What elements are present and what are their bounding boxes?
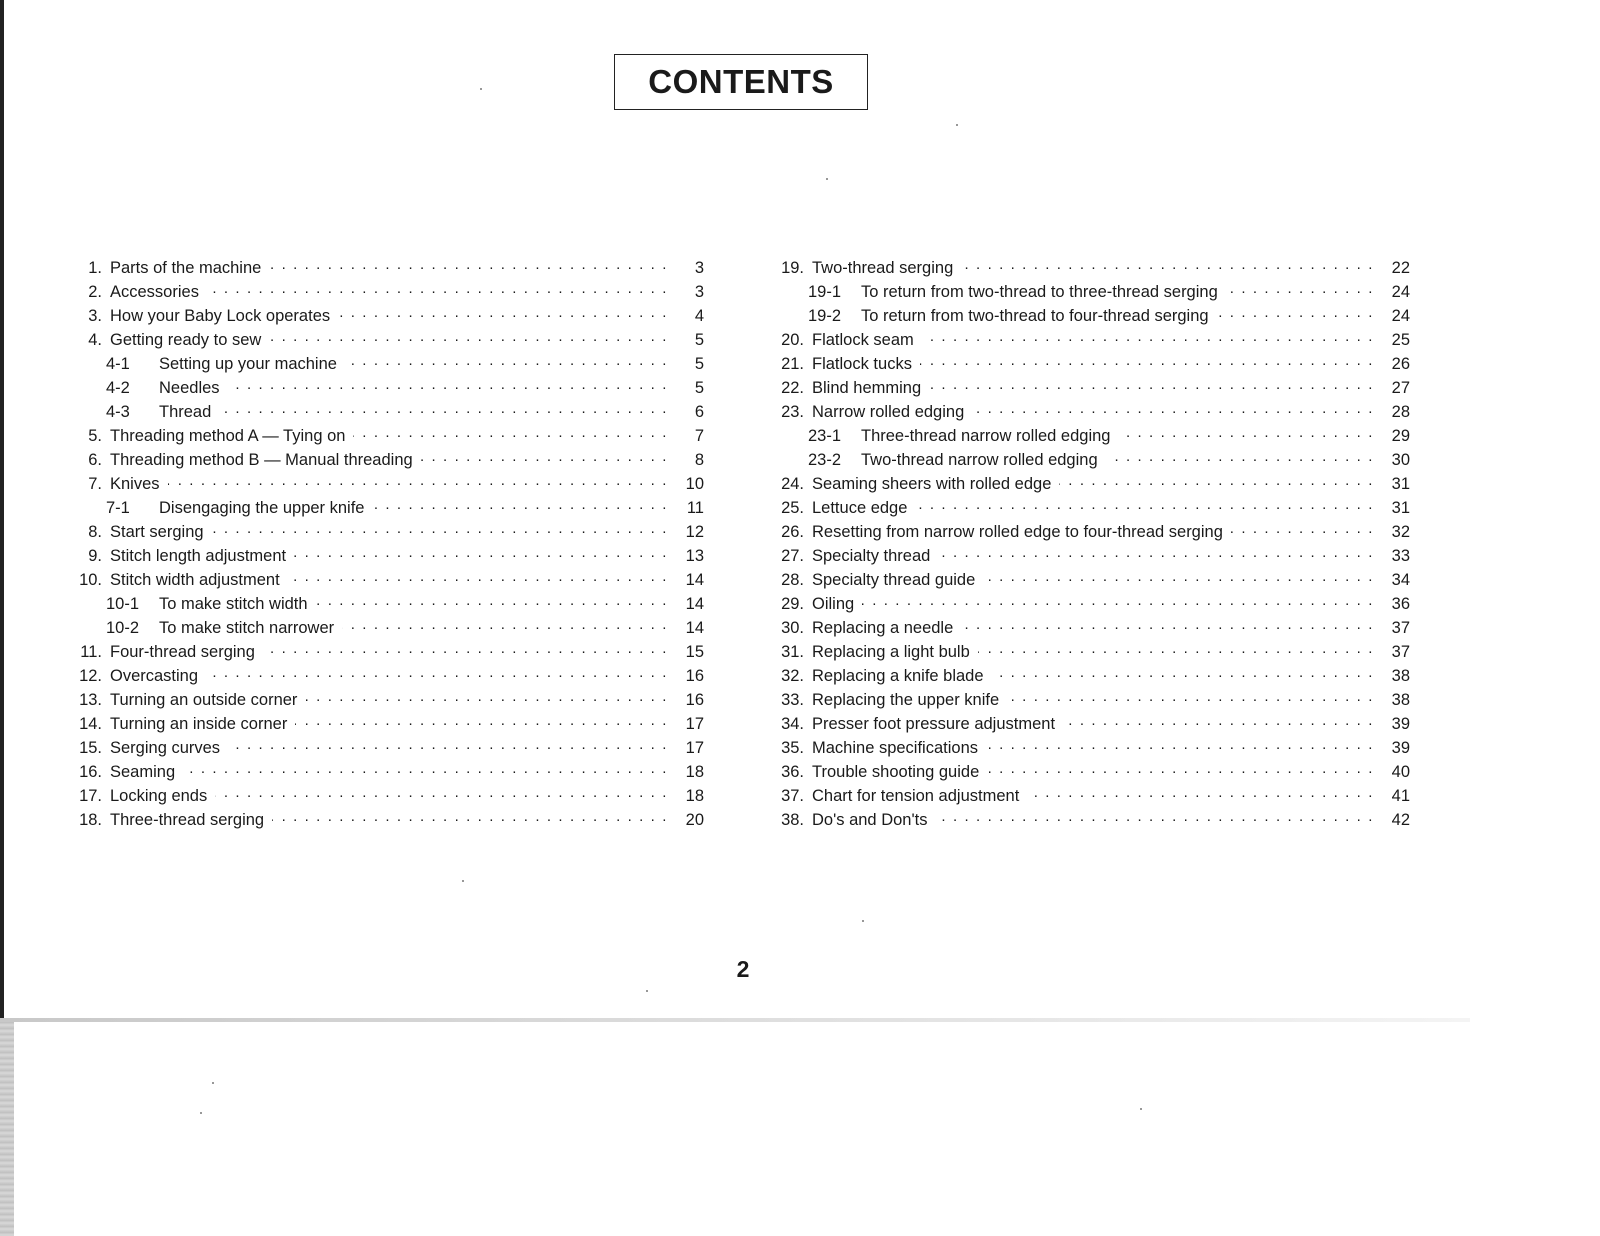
toc-entry-title: Chart for tension adjustment	[812, 787, 1020, 805]
toc-dot-leader	[305, 691, 668, 705]
scan-fold-line	[0, 1018, 1470, 1022]
toc-entry	[766, 304, 1410, 328]
toc-entry	[64, 664, 704, 688]
toc-entry-page: 4	[694, 307, 704, 325]
toc-entry-page: 24	[1391, 307, 1410, 325]
toc-entry-number: 28.	[781, 571, 804, 589]
toc-entry-page: 8	[694, 451, 704, 469]
toc-entry-title: Stitch width adjustment	[110, 571, 280, 589]
toc-entry-number: 16.	[79, 763, 102, 781]
toc-entry-page: 16	[685, 691, 704, 709]
toc-entry-title: To make stitch narrower	[159, 619, 335, 637]
toc-dot-leader	[1027, 787, 1374, 801]
toc-dot-leader	[342, 619, 668, 633]
toc-entry	[64, 712, 704, 736]
toc-entry-number: 21.	[781, 355, 804, 373]
toc-dot-leader	[1217, 307, 1374, 321]
toc-entry	[64, 496, 704, 520]
toc-entry-page: 18	[685, 763, 704, 781]
toc-entry	[766, 712, 1410, 736]
toc-entry-number: 38.	[781, 811, 804, 829]
toc-entry-number: 4-2	[106, 379, 130, 397]
toc-entry-number: 29.	[781, 595, 804, 613]
toc-entry	[766, 736, 1410, 760]
toc-dot-leader	[983, 571, 1374, 585]
toc-dot-leader	[978, 643, 1374, 657]
toc-dot-leader	[219, 403, 668, 417]
toc-dot-leader	[288, 571, 668, 585]
toc-entry-title: Two-thread serging	[812, 259, 954, 277]
toc-left-column	[64, 256, 704, 832]
toc-dot-leader	[207, 283, 668, 297]
toc-dot-leader	[372, 499, 668, 513]
scan-speck	[646, 990, 648, 992]
toc-entry-title: Replacing a knife blade	[812, 667, 984, 685]
toc-entry-number: 2.	[88, 283, 102, 301]
toc-dot-leader	[263, 643, 668, 657]
toc-entry-number: 10.	[79, 571, 102, 589]
toc-entry-number: 15.	[79, 739, 102, 757]
toc-dot-leader	[1007, 691, 1374, 705]
toc-entry	[64, 760, 704, 784]
toc-entry-page: 41	[1391, 787, 1410, 805]
toc-entry-title: Lettuce edge	[812, 499, 908, 517]
toc-entry-title: Threading method B — Manual threading	[110, 451, 413, 469]
toc-entry-page: 7	[694, 427, 704, 445]
toc-entry	[64, 352, 704, 376]
toc-entry-number: 11.	[80, 643, 102, 661]
toc-entry-page: 39	[1391, 715, 1410, 733]
toc-dot-leader	[992, 667, 1374, 681]
toc-entry-page: 16	[685, 667, 704, 685]
toc-right-column	[766, 256, 1410, 832]
scan-speck	[1140, 1108, 1142, 1110]
toc-entry-number: 19-2	[808, 307, 842, 325]
toc-entry-page: 34	[1391, 571, 1410, 589]
toc-entry-title: Turning an outside corner	[110, 691, 298, 709]
toc-entry-title: Three-thread serging	[110, 811, 265, 829]
scan-speck	[862, 920, 864, 922]
toc-dot-leader	[228, 739, 668, 753]
toc-dot-leader	[215, 787, 668, 801]
toc-entry-title: To return from two-thread to three-thread serging	[861, 283, 1218, 301]
toc-entry-number: 17.	[79, 787, 102, 805]
toc-entry	[64, 616, 704, 640]
toc-entry-title: Replacing a light bulb	[812, 643, 970, 661]
toc-entry	[64, 424, 704, 448]
toc-entry	[766, 256, 1410, 280]
toc-entry	[64, 784, 704, 808]
toc-entry-page: 25	[1391, 331, 1410, 349]
toc-dot-leader	[935, 811, 1374, 825]
contents-title-box	[614, 54, 868, 110]
toc-entry-page: 28	[1391, 403, 1410, 421]
toc-dot-leader	[345, 355, 668, 369]
toc-entry	[766, 280, 1410, 304]
toc-dot-leader	[183, 763, 668, 777]
scan-speck	[480, 88, 482, 90]
toc-entry-page: 33	[1391, 547, 1410, 565]
toc-dot-leader	[269, 259, 668, 273]
toc-entry	[766, 808, 1410, 832]
toc-entry-title: Threading method A — Tying on	[110, 427, 346, 445]
toc-entry-number: 4-3	[106, 403, 130, 421]
scan-shadow	[0, 1022, 14, 1236]
toc-entry-number: 10-2	[106, 619, 140, 637]
toc-dot-leader	[168, 475, 668, 489]
toc-entry	[766, 616, 1410, 640]
toc-entry-number: 20.	[781, 331, 804, 349]
toc-dot-leader	[986, 739, 1374, 753]
toc-entry-number: 23-2	[808, 451, 842, 469]
toc-entry-number: 32.	[781, 667, 804, 685]
toc-entry-title: Start serging	[110, 523, 204, 541]
toc-entry-page: 6	[694, 403, 704, 421]
toc-entry-title: To return from two-thread to four-thread serging	[861, 307, 1209, 325]
toc-entry-page: 26	[1391, 355, 1410, 373]
toc-entry-page: 5	[694, 379, 704, 397]
page-title: CONTENTS	[648, 63, 834, 100]
toc-entry-title: Getting ready to sew	[110, 331, 262, 349]
toc-entry-page: 17	[685, 715, 704, 733]
toc-dot-leader	[915, 499, 1374, 513]
toc-entry-title: To make stitch width	[159, 595, 308, 613]
scan-speck	[200, 1112, 202, 1114]
toc-entry-page: 11	[686, 499, 704, 517]
page-number: 2	[736, 956, 750, 982]
toc-dot-leader	[353, 427, 668, 441]
toc-entry-title: Seaming sheers with rolled edge	[812, 475, 1052, 493]
toc-entry-title: Stitch length adjustment	[110, 547, 287, 565]
toc-dot-leader	[272, 811, 668, 825]
toc-dot-leader	[206, 667, 668, 681]
toc-entry-page: 18	[685, 787, 704, 805]
toc-entry	[766, 424, 1410, 448]
toc-entry	[766, 688, 1410, 712]
toc-entry	[766, 592, 1410, 616]
toc-dot-leader	[961, 619, 1374, 633]
toc-entry-number: 18.	[79, 811, 102, 829]
toc-entry-page: 27	[1391, 379, 1410, 397]
toc-dot-leader	[961, 259, 1374, 273]
toc-entry-page: 20	[685, 811, 704, 829]
toc-entry-title: Thread	[159, 403, 212, 421]
toc-dot-leader	[228, 379, 668, 393]
toc-entry	[64, 736, 704, 760]
toc-entry-number: 23.	[781, 403, 804, 421]
toc-entry-title: Serging curves	[110, 739, 221, 757]
toc-entry-number: 12.	[79, 667, 102, 685]
toc-entry-title: Specialty thread	[812, 547, 931, 565]
toc-dot-leader	[862, 595, 1374, 609]
toc-dot-leader	[922, 331, 1374, 345]
toc-entry	[766, 640, 1410, 664]
toc-entry-title: Flatlock seam	[812, 331, 914, 349]
toc-dot-leader	[1059, 475, 1374, 489]
toc-dot-leader	[987, 763, 1374, 777]
toc-entry-number: 4.	[88, 331, 102, 349]
toc-entry-title: Locking ends	[110, 787, 208, 805]
toc-entry-title: Parts of the machine	[110, 259, 262, 277]
toc-entry-title: How your Baby Lock operates	[110, 307, 331, 325]
toc-entry-title: Flatlock tucks	[812, 355, 912, 373]
scan-speck	[826, 178, 828, 180]
toc-entry-page: 38	[1391, 667, 1410, 685]
toc-entry-title: Narrow rolled edging	[812, 403, 965, 421]
toc-entry	[766, 352, 1410, 376]
toc-dot-leader	[929, 379, 1374, 393]
scan-speck	[956, 124, 958, 126]
toc-entry-number: 31.	[781, 643, 804, 661]
toc-entry-page: 24	[1391, 283, 1410, 301]
toc-entry-number: 23-1	[808, 427, 842, 445]
toc-entry	[766, 544, 1410, 568]
toc-entry-number: 22.	[781, 379, 804, 397]
toc-dot-leader	[421, 451, 668, 465]
toc-entry-number: 34.	[781, 715, 804, 733]
toc-entry-page: 31	[1391, 499, 1410, 517]
toc-entry-number: 35.	[781, 739, 804, 757]
toc-entry-title: Trouble shooting guide	[812, 763, 980, 781]
toc-dot-leader	[1106, 451, 1374, 465]
toc-entry-number: 25.	[781, 499, 804, 517]
toc-entry-title: Disengaging the upper knife	[159, 499, 365, 517]
toc-entry-page: 31	[1391, 475, 1410, 493]
toc-entry-title: Overcasting	[110, 667, 199, 685]
toc-entry-number: 10-1	[106, 595, 140, 613]
toc-entry-page: 36	[1391, 595, 1410, 613]
toc-entry-page: 17	[685, 739, 704, 757]
toc-entry-title: Needles	[159, 379, 220, 397]
toc-entry	[766, 784, 1410, 808]
toc-entry-page: 40	[1391, 763, 1410, 781]
toc-entry-number: 9.	[88, 547, 102, 565]
toc-entry-number: 26.	[781, 523, 804, 541]
toc-entry	[64, 280, 704, 304]
toc-entry-title: Seaming	[110, 763, 176, 781]
toc-dot-leader	[316, 595, 668, 609]
toc-entry	[64, 808, 704, 832]
toc-entry-page: 5	[694, 355, 704, 373]
toc-entry	[766, 496, 1410, 520]
toc-entry-page: 37	[1391, 643, 1410, 661]
toc-entry	[64, 688, 704, 712]
toc-dot-leader	[920, 355, 1374, 369]
toc-entry-number: 4-1	[106, 355, 130, 373]
toc-dot-leader	[1118, 427, 1374, 441]
toc-entry	[766, 568, 1410, 592]
scan-speck	[462, 880, 464, 882]
toc-entry-page: 10	[685, 475, 704, 493]
toc-dot-leader	[294, 547, 668, 561]
toc-entry-number: 7-1	[106, 499, 130, 517]
toc-entry-number: 6.	[88, 451, 102, 469]
toc-entry-number: 3.	[88, 307, 102, 325]
toc-entry-title: Three-thread narrow rolled edging	[861, 427, 1111, 445]
toc-entry-title: Accessories	[110, 283, 199, 301]
toc-entry-page: 14	[685, 595, 704, 613]
toc-entry-page: 15	[685, 643, 704, 661]
toc-dot-leader	[212, 523, 668, 537]
toc-entry-number: 19-1	[808, 283, 842, 301]
toc-entry	[766, 448, 1410, 472]
toc-entry-page: 37	[1391, 619, 1410, 637]
toc-entry	[64, 256, 704, 280]
toc-entry-number: 8.	[88, 523, 102, 541]
toc-entry	[64, 400, 704, 424]
toc-entry	[766, 376, 1410, 400]
toc-entry-title: Two-thread narrow rolled edging	[861, 451, 1098, 469]
toc-entry	[64, 640, 704, 664]
toc-entry-number: 5.	[88, 427, 102, 445]
toc-entry-page: 39	[1391, 739, 1410, 757]
toc-entry-number: 36.	[781, 763, 804, 781]
toc-entry-title: Resetting from narrow rolled edge to four-thread serging	[812, 523, 1223, 541]
toc-entry-page: 5	[694, 331, 704, 349]
toc-entry	[64, 568, 704, 592]
toc-entry-number: 13.	[79, 691, 102, 709]
toc-entry	[766, 664, 1410, 688]
toc-entry	[766, 520, 1410, 544]
toc-entry-title: Blind hemming	[812, 379, 922, 397]
toc-dot-leader	[269, 331, 668, 345]
toc-entry-page: 14	[685, 619, 704, 637]
toc-entry	[64, 328, 704, 352]
toc-entry-number: 19.	[781, 259, 804, 277]
toc-entry-number: 27.	[781, 547, 804, 565]
toc-entry	[766, 328, 1410, 352]
toc-entry-title: Turning an inside corner	[110, 715, 288, 733]
toc-entry-title: Replacing a needle	[812, 619, 954, 637]
toc-entry-title: Presser foot pressure adjustment	[812, 715, 1056, 733]
toc-entry-page: 38	[1391, 691, 1410, 709]
toc-entry-number: 24.	[781, 475, 804, 493]
toc-dot-leader	[1226, 283, 1374, 297]
toc-entry-page: 42	[1391, 811, 1410, 829]
toc-entry-title: Do's and Don'ts	[812, 811, 928, 829]
toc-entry-title: Four-thread serging	[110, 643, 255, 661]
toc-entry	[766, 472, 1410, 496]
toc-entry	[64, 520, 704, 544]
toc-dot-leader	[295, 715, 668, 729]
toc-entry-page: 32	[1391, 523, 1410, 541]
toc-entry-page: 30	[1391, 451, 1410, 469]
toc-entry-title: Knives	[110, 475, 160, 493]
toc-entry-number: 14.	[79, 715, 102, 733]
toc-entry	[64, 544, 704, 568]
toc-dot-leader	[972, 403, 1374, 417]
scan-speck	[212, 1082, 214, 1084]
toc-entry-title: Specialty thread guide	[812, 571, 976, 589]
toc-dot-leader	[1231, 523, 1374, 537]
toc-entry	[64, 448, 704, 472]
toc-entry	[64, 472, 704, 496]
toc-entry	[766, 400, 1410, 424]
toc-entry-page: 29	[1391, 427, 1410, 445]
toc-entry-number: 7.	[88, 475, 102, 493]
toc-entry-number: 33.	[781, 691, 804, 709]
toc-dot-leader	[1063, 715, 1374, 729]
toc-entry-page: 13	[685, 547, 704, 565]
toc-entry-title: Replacing the upper knife	[812, 691, 1000, 709]
toc-entry-number: 37.	[781, 787, 804, 805]
toc-dot-leader	[938, 547, 1374, 561]
toc-dot-leader	[338, 307, 668, 321]
toc-entry-number: 1.	[88, 259, 102, 277]
toc-entry-page: 3	[694, 283, 704, 301]
toc-entry-title: Setting up your machine	[159, 355, 337, 373]
toc-entry-page: 12	[685, 523, 704, 541]
toc-entry	[64, 376, 704, 400]
toc-entry-page: 3	[694, 259, 704, 277]
toc-entry	[766, 760, 1410, 784]
toc-entry-number: 30.	[781, 619, 804, 637]
toc-entry-page: 22	[1391, 259, 1410, 277]
toc-entry	[64, 304, 704, 328]
toc-entry-page: 14	[685, 571, 704, 589]
toc-entry-title: Machine specifications	[812, 739, 978, 757]
toc-entry-title: Oiling	[812, 595, 855, 613]
toc-entry	[64, 592, 704, 616]
